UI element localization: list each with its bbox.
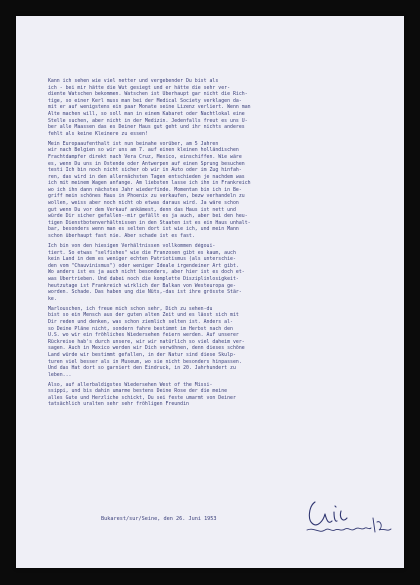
letter-line: ssippi, und bis dahin umarme bestens Deine Rose der die meine (48, 388, 228, 395)
letter-line: ich mit meinem Wagen anfange. Am liebsten lasse ich ihn in Frankreich (48, 180, 251, 187)
letter-line: tatsächlich uralten sehr sehr fröhligen Freundin (48, 401, 189, 408)
letter-line: Mein Europaaufenthalt ist nun beinahe vorüber, am 5 Jahren (48, 140, 219, 147)
letter-line: diente Watschen bekommen. Watschen ist Überhaupt gar nicht die Rich- (48, 91, 248, 98)
letter-line: Kann ich sehen wie viel netter und vergebender Du bist als (48, 78, 219, 84)
letter-line: leben... (48, 371, 72, 378)
letter-line: tigen Dienstbotenverhältnissen in den Staaten ist es ein Haus unhalt- (48, 219, 251, 226)
letter-sheet (16, 16, 404, 568)
letter-line: Wo anders ist es ja auch nicht besonders, aber hier ist es doch et- (48, 269, 245, 276)
letter-line: heutzutage ist Frankreich wirklich der Balkan von Westeuropa ge- (48, 282, 236, 289)
handwritten-signature (301, 494, 396, 536)
letter-line: wollen, weiss aber noch nicht ob etwas daraus wird. Ja wäre schon (48, 200, 239, 207)
letter-line: wo ich ihn dann nächstes Jahr wiederfinde. Momentan bin ich in Be- (48, 186, 242, 193)
letter-line: griff mein schönes Haus in Phoenix zu verkaufen, bezw verhandeln zu (48, 193, 245, 200)
letter-line: ren, das wird in den allernächsten Tagen entschieden je nachdem was (48, 173, 245, 180)
letter-line: schon überhaupt fast nie. Aber schade ist es fast. (48, 233, 195, 240)
letter-line: den vom "Chauvinismus") oder weniger Ideale irgendeiner Art gibt. (48, 262, 239, 269)
letter-line: testi Ich bin noch nicht sicher ob wir in Auto oder im Zug hinfah- (48, 167, 242, 174)
signature-icon (301, 494, 396, 536)
place-and-date: Bukarest/sur/Seine, den 26. Juni 1953 (101, 516, 217, 522)
letter-line: wir nach Belgien so wir uns am 7. auf einen kleinen holländischen (48, 147, 239, 154)
letter-line: Und das Hat dort so garniert den Eindruck, in 20. Jahrhundert zu (48, 365, 236, 372)
letter-line: tige, so einer Kerl muss man bei der Medical Society verklagen da- (48, 97, 242, 104)
letter-line: alles Gute und Herzliche schickt, Du sei feste umarmt von Deiner (48, 394, 236, 401)
letter-line: turen viel besser als in Museum, wo sie nicht besonders hinpassen. (48, 358, 242, 365)
letter-line: U.S. wo wir ein fröhliches Wiedersehen feiern werden. Auf unserer (48, 332, 239, 339)
letter-line: was Übertrieben. Und dabei noch die komplette Disziplinlosigkeit- (48, 276, 239, 282)
letter-line: bist so ein Mensch aus der guten alten Zeit und es lässt sich mit (48, 312, 239, 319)
letter-line: Also, auf allerbaldigstes Wiedersehen West of the Missi- (48, 381, 213, 388)
letter-line: Stelle suchen, aber nicht in der Medizin. Jedenfalls freut es uns Ü- (48, 117, 248, 124)
letter-line: gut wenn Du vor dem Verkauf ankämest, denn das Haus ist nett und (48, 206, 236, 213)
letter-line: so Deine Pläne nicht, sondern fahre bestimmt im Herbst nach den (48, 325, 233, 332)
letter-line: worden. Schade. Das haben ung die Nüts,-das ist ihre grösste Stär- (48, 289, 242, 296)
letter-line: ber alle Maassen das es Deiner Haus gut geht und ihr nichts anderes (48, 124, 245, 131)
letter-line: Marlouschen, ich freue mich schon sehr, Dich zu sehen-du (48, 305, 213, 312)
letter-line: ich - bei mir hätte die Wut gesiegt und er hätte die sehr ver- (48, 84, 231, 91)
letter-line: kein Land in dem es weniger echten Patriotismus (als unterschie- (48, 256, 236, 263)
letter-line: bar, besonders wenn man es selten dort ist wie ich, und mein Mann (48, 226, 239, 233)
letter-line: würde Dir sicher gefallen--mir gefällt es ja auch, aber bei den heu- (48, 213, 248, 220)
letter-line: ke. (48, 295, 57, 302)
letter-line: Rückreise hab's durch unsere, wir wir natürlich so viel daheim ver- (48, 338, 245, 345)
letter-line: Dir reden und denken, was schon ziemlich selten ist. Anders al- (48, 318, 233, 325)
letter-line: Land würde wir bestimmt gefallen, in der Natur sind diese Skulp- (48, 351, 236, 358)
letter-line: Frachtdampfer direkt nach Vera Cruz, Mexico, einschiffen. Wie wäre (48, 153, 242, 160)
letter-line: fehlt als keine Kleinere zu essen! (48, 130, 148, 137)
letter-line: Alte machen will, so soll man in einem Kabaret oder Nachtlokal eine (48, 110, 245, 117)
letter-line: Ich bin von den hiesigen Verhältnissen vollkommen dégoui- (48, 243, 216, 250)
letter-line: mit er auf wenigstens ein paar Monate seine Lizenz verliert. Wenn man (48, 104, 251, 111)
letter-line: sagen. Auch in Mexico werden wir Dich verwöhnen, denn dieses schöne (48, 345, 245, 352)
letter-body (48, 78, 390, 408)
letter-line: tiert. So etwas "selfishes" wie die Franzosen gibt es kaum, auch (48, 249, 236, 256)
letter-line: es, wenn Du uns in Ostende oder Antwerpen auf einen Sprung besuchen (48, 160, 245, 167)
